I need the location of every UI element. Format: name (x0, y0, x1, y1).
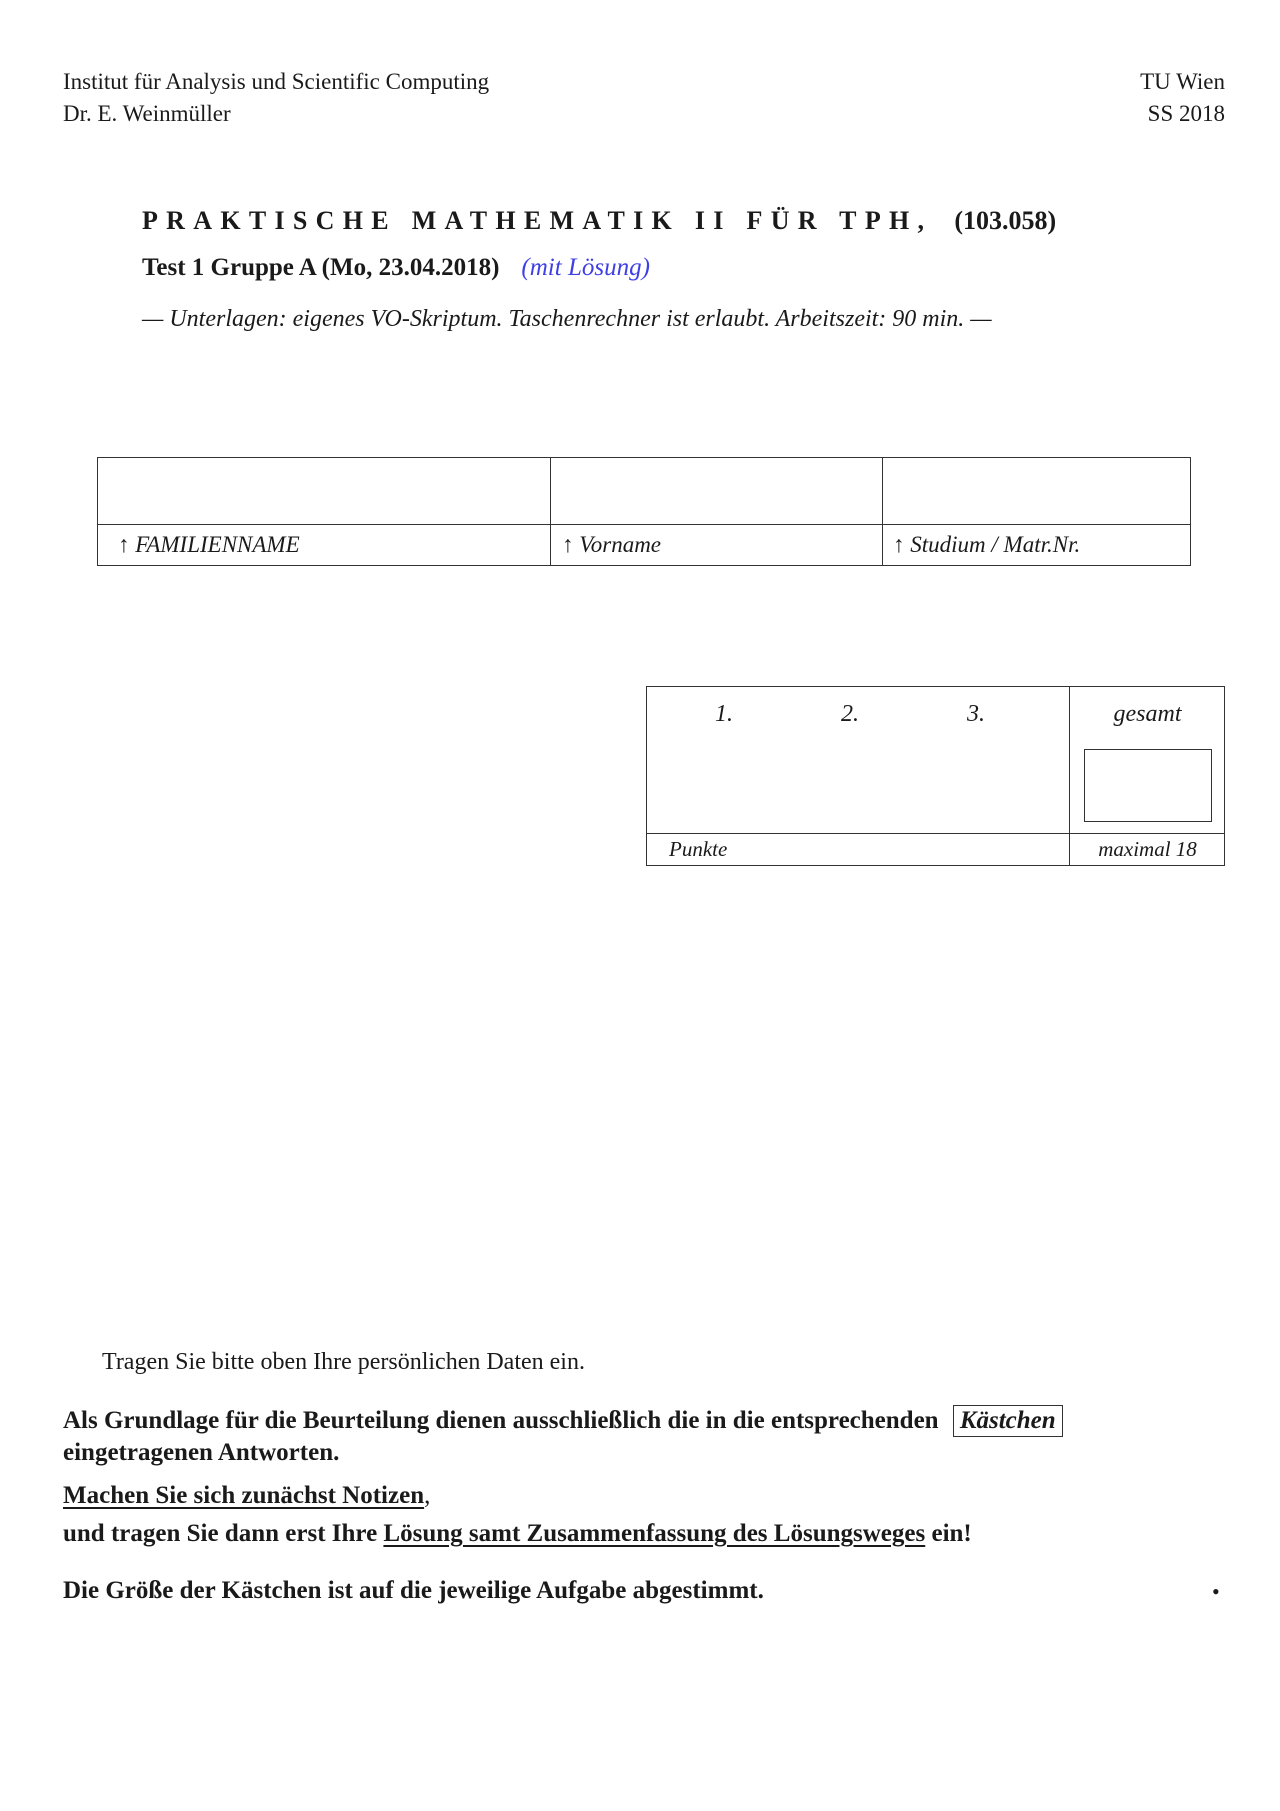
firstname-field[interactable] (551, 458, 882, 524)
grading-basis-line2: eingetragenen Antworten. (63, 1439, 340, 1466)
points-label: Punkte (669, 837, 728, 861)
firstname-label: ↑ Vorname (562, 532, 662, 557)
total-label: gesamt (1113, 701, 1182, 727)
test-subtitle (142, 254, 650, 282)
column-divider (550, 458, 551, 565)
personal-data-table (97, 457, 1191, 566)
lecturer-name: Dr. E. Weinmüller (63, 101, 231, 126)
course-name: PRAKTISCHE MATHEMATIK II FÜR TPH, (142, 206, 933, 235)
surname-field[interactable] (98, 458, 550, 524)
max-points-label: maximal 18 (1098, 837, 1197, 861)
kaestchen-boxed: Kästchen (953, 1405, 1063, 1437)
university-name: TU Wien (1140, 69, 1225, 94)
question-3-label: 3. (967, 701, 985, 727)
study-matrnr-label: ↑ Studium / Matr.Nr. (893, 532, 1081, 557)
bullet-mark: • (1212, 1579, 1220, 1604)
question-2-label: 2. (841, 701, 859, 727)
semester: SS 2018 (1147, 101, 1225, 126)
study-matrnr-field[interactable] (883, 458, 1189, 524)
notes-line (63, 1482, 430, 1510)
solution-text-1: und tragen Sie dann erst Ihre (63, 1520, 378, 1547)
grading-basis-text: Als Grundlage für die Beurteilung dienen ausschließlich die in die entsprechenden (63, 1407, 939, 1434)
solution-tag: (mit Lösung) (521, 254, 650, 281)
enter-data-note: Tragen Sie bitte oben Ihre persönlichen Daten ein. (102, 1349, 585, 1375)
score-table (646, 686, 1225, 866)
solution-line (63, 1520, 972, 1548)
table-divider (647, 833, 1224, 834)
course-title (142, 206, 1056, 236)
box-size-note: Die Größe der Kästchen ist auf die jeweilige Aufgabe abgestimmt. (63, 1577, 764, 1604)
notes-underlined: Machen Sie sich zunächst Notizen (63, 1482, 425, 1509)
total-score-box[interactable] (1084, 749, 1212, 822)
test-name: Test 1 Gruppe A (Mo, 23.04.2018) (142, 254, 500, 281)
notes-comma: , (424, 1482, 431, 1509)
solution-text-2: ein! (931, 1520, 972, 1547)
surname-label: ↑ FAMILIENNAME (118, 532, 300, 557)
grading-basis-line1 (63, 1405, 1063, 1437)
column-divider (1069, 687, 1070, 865)
exam-rules: — Unterlagen: eigenes VO-Skriptum. Taschenrechner ist erlaubt. Arbeitszeit: 90 min. — (142, 306, 992, 332)
solution-underlined: Lösung samt Zusammenfassung des Lösungsweges (383, 1520, 926, 1547)
institute-name: Institut für Analysis und Scientific Computing (63, 69, 490, 94)
column-divider (882, 458, 883, 565)
question-1-label: 1. (715, 701, 733, 727)
course-number: (103.058) (954, 206, 1057, 235)
